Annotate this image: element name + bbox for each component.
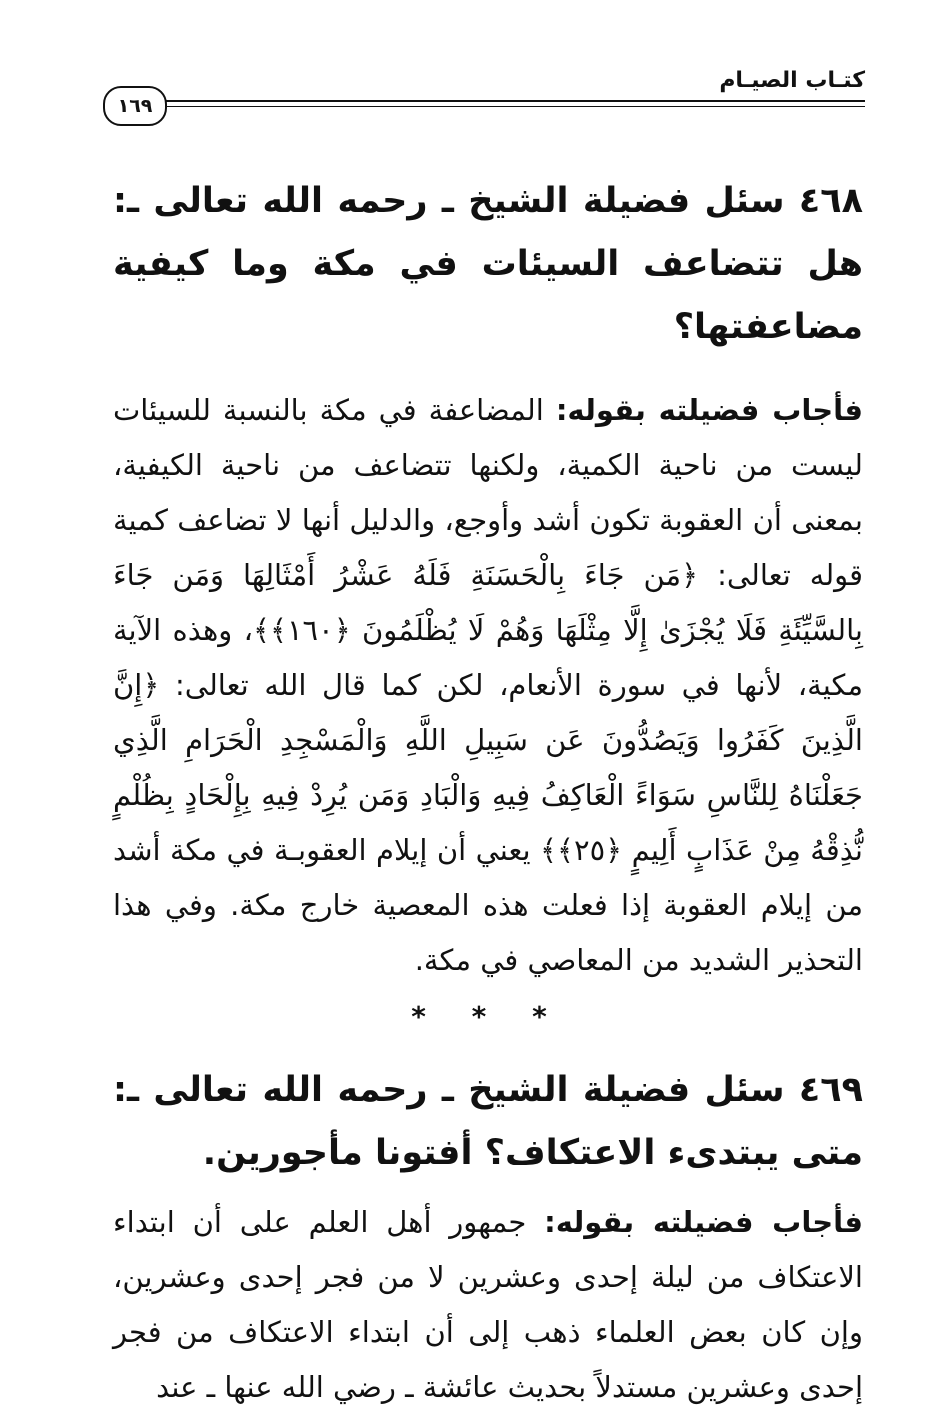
- answer-text: المضاعفة في مكة بالنسبة للسيئات ليست من ناحية الكمية، ولكنها تتضاعف من ناحية الكيفية، بمعنى أن العقوبة تكون أشد وأوجع، والدليل أنها لا تضاعف كمية قوله تعالى:: [113, 393, 864, 592]
- running-header-title: كتـاب الصيـام: [719, 68, 865, 93]
- question-469: ٤٦٩ سئل فضيلة الشيخ ـ رحمه الله تعالى ـ: متى يبتدىء الاعتكاف؟ أفتونا مأجورين.: [113, 1070, 863, 1173]
- answer-lead: فأجاب فضيلته بقوله:: [544, 1205, 863, 1239]
- answer-469: [113, 1195, 863, 1415]
- section-separator: * * *: [411, 1000, 565, 1033]
- answer-text: ، وهذه الآية مكية، لأنها في سورة الأنعام، لكن كما قال الله تعالى:: [113, 613, 863, 702]
- page-body: [113, 170, 863, 1415]
- quran-verse: ﴿مَن جَاءَ بِالْحَسَنَةِ فَلَهُ عَشْرُ أَمْثَالِهَا وَمَن جَاءَ بِالسَّيِّئَةِ فَلَا يُجْزَىٰ إِلَّا مِثْلَهَا وَهُمْ لَا يُظْلَمُونَ ﴿١٦٠﴾﴾: [113, 558, 863, 647]
- page-number: ١٦٩: [103, 86, 167, 126]
- quran-verse: ﴿إِنَّ الَّذِينَ كَفَرُوا وَيَصُدُّونَ عَن سَبِيلِ اللَّهِ وَالْمَسْجِدِ الْحَرَامِ الَّذِي جَعَلْنَاهُ لِلنَّاسِ سَوَاءً الْعَاكِفُ فِيهِ وَالْبَادِ وَمَن يُرِدْ فِيهِ بِإِلْحَادٍ بِظُلْمٍ نُّذِقْهُ مِنْ عَذَابٍ أَلِيمٍ ﴿٢٥﴾﴾: [113, 668, 863, 867]
- header-rule: [160, 100, 865, 102]
- answer-468: [113, 383, 863, 988]
- header-rule-thin: [160, 106, 865, 107]
- answer-lead: فأجاب فضيلته بقوله:: [555, 393, 864, 427]
- answer-text: يعني أن إيلام العقوبـة في مكة أشد من إيلام العقوبة إذا فعلت هذه المعصية خارج مكة. وفي هذا التحذير الشديد من المعاصي في مكة.: [113, 833, 863, 977]
- answer-text: جمهور أهل العلم على أن ابتداء الاعتكاف من ليلة إحدى وعشرين لا من فجر إحدى وعشرين، وإن كان بعض العلماء ذهب إلى أن ابتداء الاعتكاف من فجر إحدى وعشرين مستدلاً بحديث عائشة ـ رضي الله عنها ـ عند: [113, 1205, 863, 1404]
- question-468: ٤٦٨ سئل فضيلة الشيخ ـ رحمه الله تعالى ـ: هل تتضاعف السيئات في مكة وما كيفية مضاعفتها؟: [113, 181, 863, 347]
